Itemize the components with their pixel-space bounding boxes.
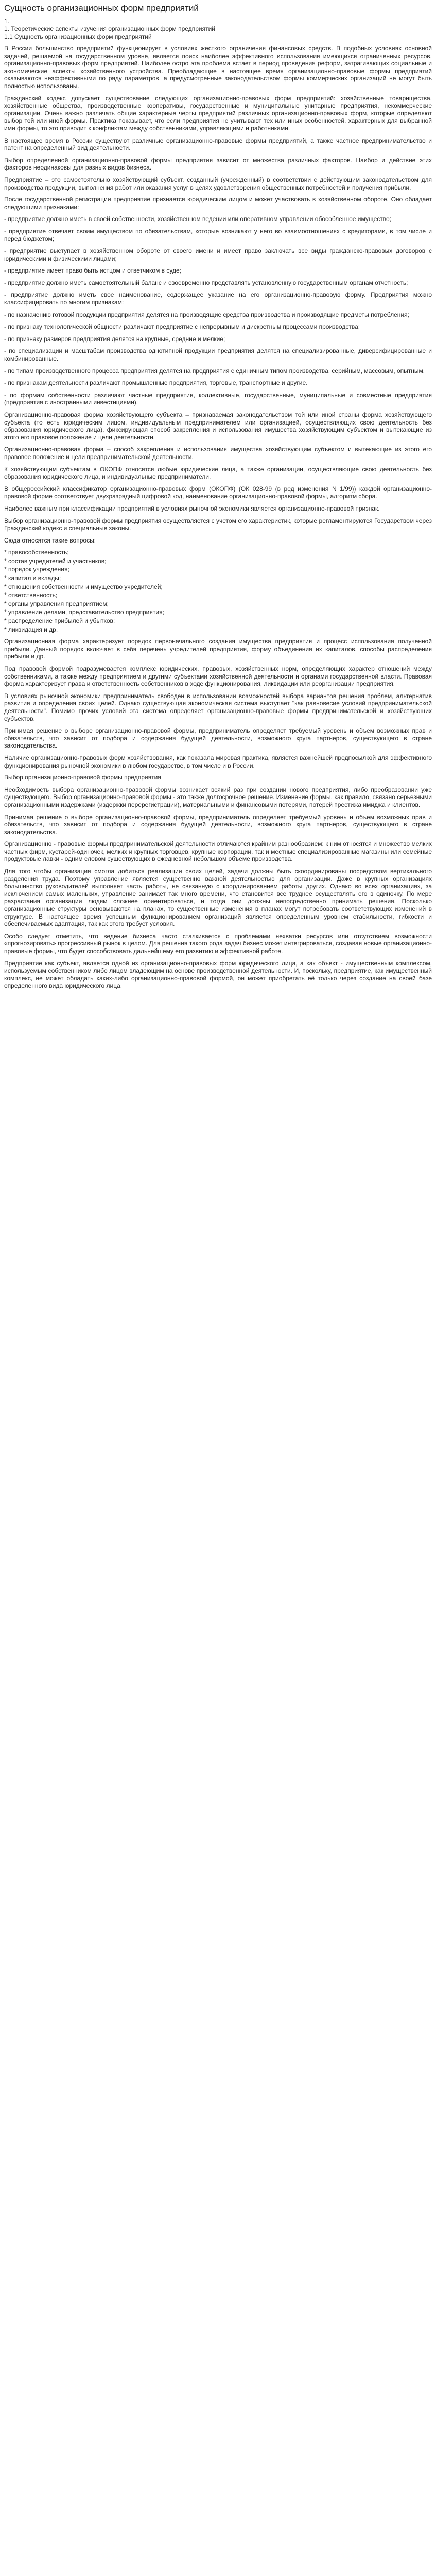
paragraph: Организационно-правовая форма хозяйствующего субъекта – признаваемая законодательством той или иной страны форма хозяйствующего субъекта (то есть юридическим лицом, индивидуальным предпринимателем или организацией, осуществляющих свою деятельность без образования юридического лица), фиксирующая способ закрепления и использования имущества хозяйствующим субъектом и вытекающие из этого его правовое положение и цели деятельности.: [4, 411, 432, 441]
paragraph: Наиболее важным при классификации предприятий в условиях рыночной экономики является организационно-правовой признак.: [4, 504, 380, 512]
paragraph: В общероссийский классификатор организационно-правовых форм (ОКОПФ) (ОК 028-99 (в ред изменения N 1/99)) каждой организационно-правовой форме соответствует двухразрядный цифровой код, наименование организационно-правовой формы, алгоритм сбора.: [4, 485, 432, 500]
document-page: [0, 0, 436, 1007]
paragraph: Принимая решение о выборе организационно-правовой формы, предприниматель определяет требуемый уровень и объем возможных прав и обязательств, что зависит от подбора и содержания будущей деятельности, возможного круга партнеров, существующего в стране законодательства.: [4, 813, 432, 836]
list-item: - по типам производственного процесса предприятия делятся на предприятия с единичным типом производства, серийным, массовым, опытным.: [4, 367, 425, 375]
paragraph: Организационная форма характеризует порядок первоначального создания имущества предприятия и процесс использования полученной прибыли. Данный порядок включает в себя перечень учредителей предприятия, форму объединения их капиталов, способы распределения прибыли и др.: [4, 638, 432, 660]
list-item: - по признаку размеров предприятия делятся на крупные, средние и мелкие;: [4, 335, 225, 343]
paragraph: В условиях рыночной экономики предприниматель свободен в использовании возможностей выбора вариантов решения проблем, альтернатив развития и определения своих целей. Однако существующая экономическая система выступает "как равновесие условий предпринимательской деятельности". Помимо прочих условий эта система определяет организационно-правовые формы предпринимательской и хозяйствующих субъектов.: [4, 692, 432, 722]
paragraph: В России большинство предприятий функционирует в условиях жесткого ограничения финансовых средств. В подобных условиях основной задачей, решаемой на государственном уровне, является поиск наиболее эффективного использования имеющихся ограниченных ресурсов, организационно-правовых форм предприятий. Наиболее остро эта проблема встает в период проведения реформ, затрагивающих социальные и экономические аспекты хозяйственного устройства. Преобладающие в настоящее время организационно-правовые формы предприятий оказываются неэффективными по ряду параметров, а предусмотренные законодательством формы коммерческих организаций не могут быть полностью использованы.: [4, 45, 432, 90]
paragraph: Предприятие – это самостоятельно хозяйствующий субъект, созданный (учрежденный) в соответствии с действующим законодательством для производства продукции, выполнения работ или оказания услуг в целях удовлетворения общественных потребностей и получения прибыли.: [4, 176, 432, 191]
paragraph: Предприятие как субъект, является одной из организационно-правовых форм юридического лица, а как объект - имущественным комплексом, используемым собственником либо лицом владеющим на основе производственной деятельности. И, поскольку, предприятие, как имущественный комплекс, не может обладать каких-либо организационно-правовой формой, он может приобретать её только через создание на своей базе определенного вида юридического лица.: [4, 959, 432, 990]
list-item: - по признаку технологической общности различают предприятие с непрерывным и дискретным процессами производства;: [4, 323, 360, 331]
list-item: * капитал и вклады;: [4, 574, 61, 582]
list-item: - по назначению готовой продукции предприятия делятся на производящие средства производства и производящие предметы потребления;: [4, 311, 409, 318]
list-item: - предприятие должно иметь самостоятельный баланс и своевременно представлять установленную государственным органам отчетность;: [4, 279, 408, 286]
list-item: * правособственность;: [4, 549, 69, 556]
list-item: * ответственность;: [4, 591, 58, 599]
list-item: * ликвидация и др.: [4, 625, 58, 633]
paragraph: Под правовой формой подразумевается комплекс юридических, правовых, хозяйственных норм, определяющих характер отношений между собственниками, а также между предприятием и другими субъектами хозяйственной деятельности и органами государственной власти. Правовая форма характеризует права и ответственность собственников в ходе функционирования, ликвидации или реорганизации предприятия.: [4, 665, 432, 688]
list-item: * отношения собственности и имущество учредителей;: [4, 583, 163, 590]
page-title: Сущность организационных форм предприятий: [4, 3, 199, 13]
paragraph: В настоящее время в России существуют различные организационно-правовые формы предприятий, а также частное предпринимательство и патент на определенный вид деятельности.: [4, 137, 432, 152]
list-item: - предприятие должно иметь свое наименование, содержащее указание на его организационно-правовую форму. Предприятия можно классифицировать по многим признакам:: [4, 291, 432, 307]
list-item: - предприятие имеет право быть истцом и ответчиком в суде;: [4, 267, 181, 275]
section-heading: Выбор организационно-правовой формы предприятия: [4, 774, 161, 782]
paragraph: Наличие организационно-правовых форм хозяйствования, как показала мировая практика, является важнейшей предпосылкой для эффективного функционирования рыночной экономики в любом государстве, в том числе и в России.: [4, 754, 432, 769]
toc-item-number: 1.: [4, 18, 10, 25]
list-item: - предприятие выступает в хозяйственном обороте от своего имени и имеет право заключать все виды гражданско-правовых договоров с юридическими и физическими лицами;: [4, 247, 432, 262]
paragraph: Сюда относятся такие вопросы:: [4, 536, 96, 544]
list-item: * порядок учреждения;: [4, 566, 69, 573]
list-item: * состав учредителей и участников;: [4, 557, 107, 565]
paragraph: К хозяйствующим субъектам в ОКОПФ относятся любые юридические лица, а также организации, осуществляющие свою деятельность без образования юридического лица, и индивидуальные предприниматели.: [4, 465, 432, 481]
paragraph: Выбор организационно-правовой формы предприятия осуществляется с учетом его характеристик, которые регламентируются Государством через Гражданский кодекс и специальные законы.: [4, 517, 432, 532]
paragraph: Для того чтобы организация смогла добиться реализации своих целей, задачи должны быть скоординированы посредством вертикального разделения труда. Поэтому управление является существенно важной деятельностью для организации. Даже в крупных организациях большинство руководителей выполняет часть работы, не связанную с координированием работы других. Однако во всех организациях, за исключением самых маленьких, управление занимает так много времени, что становится все труднее осуществлять его в одиночку. По мере разрастания организации людям сложнее ориентироваться, и тогда они должны непосредственно принимать решения. Посколько организационные структуры основываются на планах, то существенные изменения в планах могут потребовать соответствующих изменений в структуре. В настоящее время успешным функционированием организаций является определенным уровнем стабильности, гибкости и обеспечиваемых адаптация, так как этого требует условия.: [4, 868, 432, 928]
list-item: - по специализации и масштабам производства однотипной продукции предприятия делятся на специализированные, диверсифицированные и комбинированные.: [4, 347, 432, 362]
list-item: - по формам собственности различают частные предприятия, коллективные, государственные, муниципальные и совместные предприятия (предприятия с иностранными инвестициями).: [4, 391, 432, 406]
table-of-contents: [4, 18, 432, 41]
paragraph: Организационно - правовые формы предпринимательской деятельности отличаются крайним разнообразием: к ним относятся и множество мелких частных фирм, кустарей-одиночек, мелких и крупных торговцев, крупные корпорации, так и местные специализированные магазины или семейные продуктовые лавки - одним словом существующих в ежедневной небольшом объеме производства.: [4, 840, 432, 863]
paragraph: После государственной регистрации предприятие признается юридическим лицом и может участвовать в хозяйственном обороте. Оно обладает следующими признаками:: [4, 196, 432, 211]
toc-item-chapter: 1. Теоретические аспекты изучения организационных форм предприятий: [4, 25, 215, 32]
list-item: * распределение прибылей и убытков;: [4, 617, 115, 625]
list-item: - предприятие должно иметь в своей собственности, хозяйственном ведении или оперативном управлении обособленное имущество;: [4, 215, 392, 223]
document-body: [4, 45, 432, 990]
list-item: - по признакам деятельности различают промышленные предприятия, торговые, транспортные и другие.: [4, 379, 308, 387]
toc-item-section: 1.1 Сущность организационных форм предприятий: [4, 33, 152, 40]
paragraph: Организационно-правовая форма – способ закрепления и использования имущества хозяйствующим субъектом и вытекающие из этого его правовое положение и цели предпринимательской деятельности.: [4, 446, 432, 461]
paragraph: Особо следует отметить, что ведение бизнеса часто сталкивается с проблемами нехватки ресурсов или отсутствием возможности «прогнозировать» прогрессивный рынок в целом. Для решения такого рода задач бизнес может интегрироваться, создавая новые организационно-правовые формы, что будет способствовать дальнейшему его развитию и эффективной работе.: [4, 932, 432, 955]
list-item: * управление делами, представительство предприятия;: [4, 608, 164, 616]
paragraph: Гражданский кодекс допускает существование следующих организационно-правовых форм предприятий: хозяйственные товарищества, хозяйственные общества, производственные кооперативы, государственные и муниципальные унитарные предприятия, некоммерческие организации. Очень важно различать общие характерные черты предприятий различных организационно-правовых форм, которые определяют выбор той или иной формы. Практика показывает, что если предприятия не учитывают тех или иных особенностей, характерных для выбранной ими формы, то это приводит к конфликтам между собственниками, управляющими и работниками.: [4, 94, 432, 132]
list-item: * органы управления предприятием;: [4, 600, 109, 607]
list-item: - предприятие отвечает своим имуществом по обязательствам, которые возникают у него во взаимоотношениях с кредиторами, в том числе и перед бюджетом;: [4, 227, 432, 243]
paragraph: Необходимость выбора организационно-правовой формы возникает всякий раз при создании нового предприятия, либо преобразовании уже существующего. Выбор организационно-правовой формы - это также долгосрочное решение. Изменение формы, как правило, связано серьезными организационными издержками (издержки перерегистрации), материальными и финансовыми потерями, потерей престижа имиджа и клиентов.: [4, 786, 432, 808]
paragraph: Выбор определенной организационно-правовой формы предприятия зависит от множества различных факторов. Наибор и действие этих факторов неодинаковы для разных видов бизнеса.: [4, 156, 432, 172]
paragraph: Принимая решение о выборе организационно-правовой формы, предприниматель определяет требуемый уровень и объем возможных прав и обязательств, что зависит от подбора и содержания будущей деятельности, возможного круга партнеров, существующего в стране законодательства.: [4, 727, 432, 750]
